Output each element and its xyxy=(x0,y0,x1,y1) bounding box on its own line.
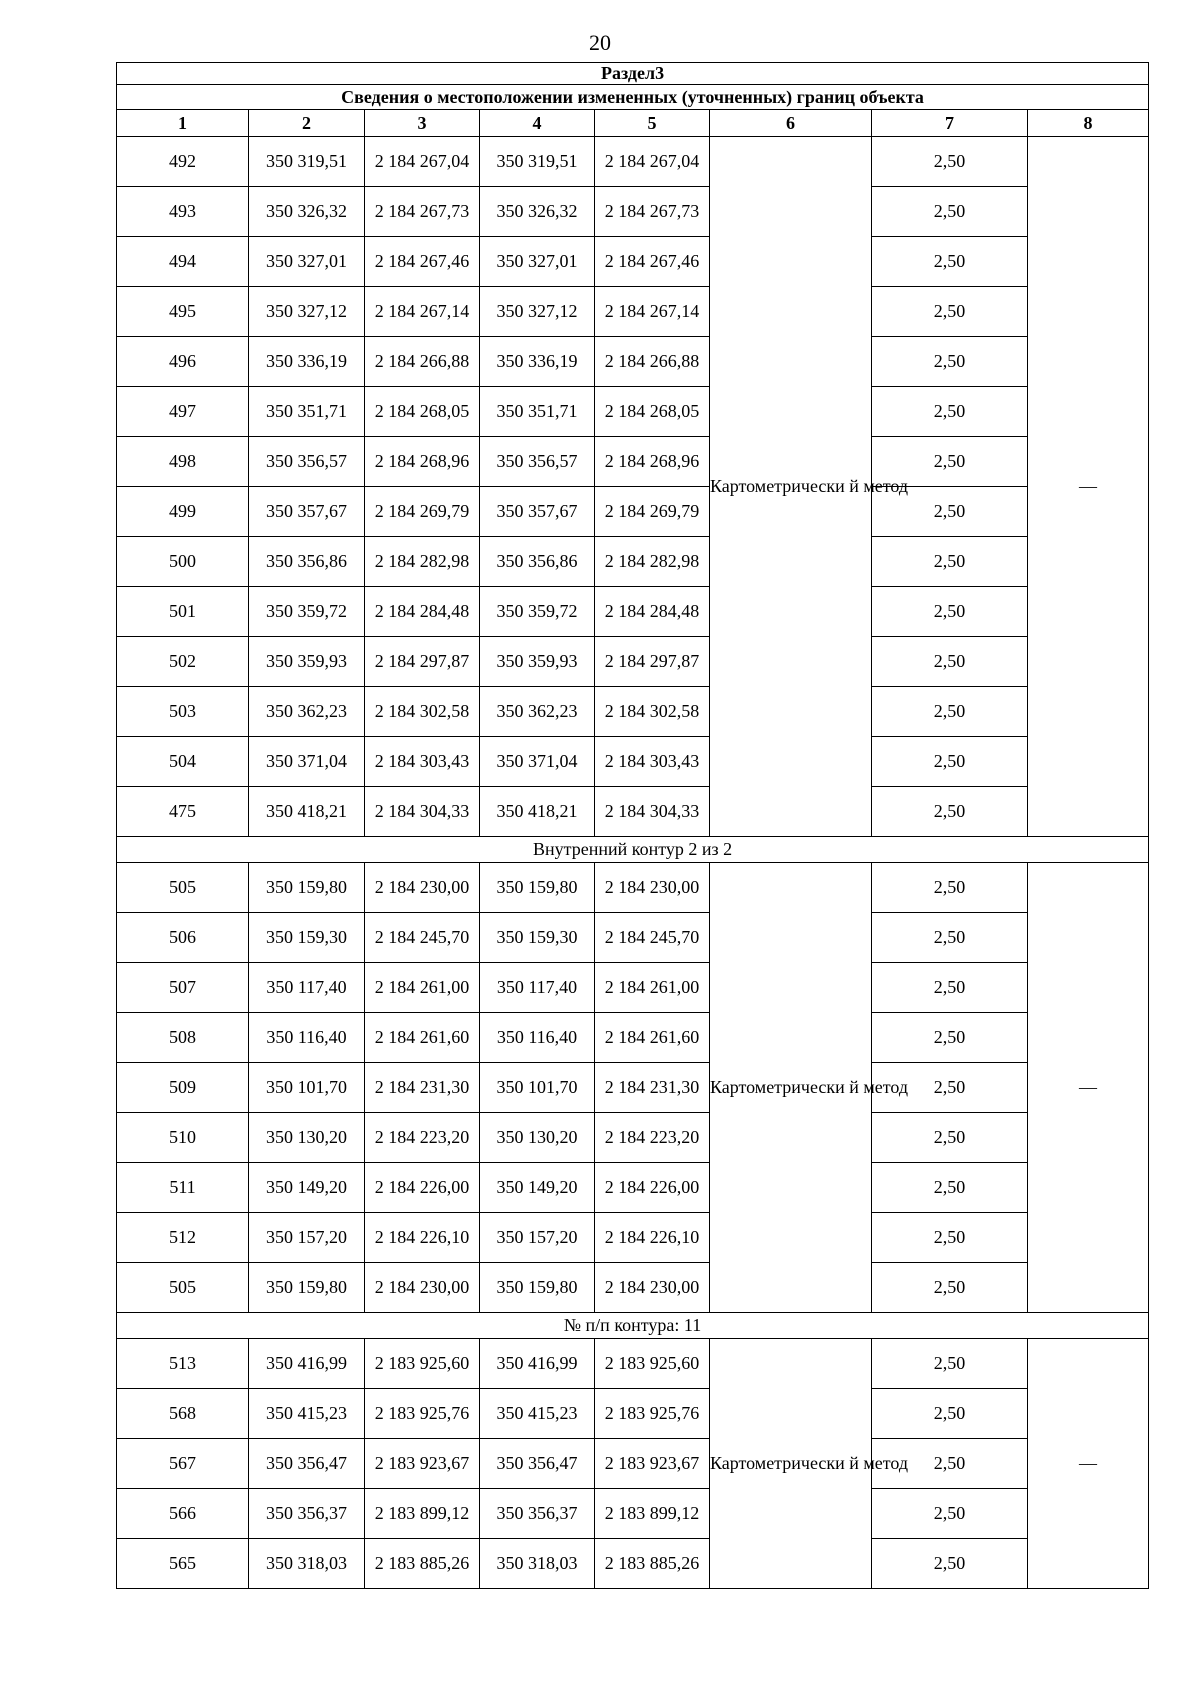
y-coordinate-new: 2 184 261,60 xyxy=(595,1013,710,1063)
accuracy-value: 2,50 xyxy=(872,1539,1028,1589)
point-number: 509 xyxy=(117,1063,249,1113)
point-number: 507 xyxy=(117,963,249,1013)
x-coordinate: 350 356,37 xyxy=(249,1489,365,1539)
x-coordinate: 350 159,80 xyxy=(249,1263,365,1313)
table-row xyxy=(117,1063,1149,1113)
method-cell: Картометрически й метод xyxy=(710,863,872,1313)
x-coordinate: 350 101,70 xyxy=(249,1063,365,1113)
point-number: 501 xyxy=(117,587,249,637)
x-coordinate: 350 371,04 xyxy=(249,737,365,787)
accuracy-value: 2,50 xyxy=(872,1113,1028,1163)
point-number: 499 xyxy=(117,487,249,537)
point-number: 503 xyxy=(117,687,249,737)
x-coordinate-new: 350 159,80 xyxy=(480,863,595,913)
x-coordinate: 350 318,03 xyxy=(249,1539,365,1589)
y-coordinate: 2 184 223,20 xyxy=(365,1113,480,1163)
y-coordinate-new: 2 184 267,14 xyxy=(595,287,710,337)
accuracy-value: 2,50 xyxy=(872,1163,1028,1213)
x-coordinate: 350 351,71 xyxy=(249,387,365,437)
table-row xyxy=(117,1389,1149,1439)
method-cell: Картометрически й метод xyxy=(710,137,872,837)
y-coordinate: 2 183 885,26 xyxy=(365,1539,480,1589)
table-row xyxy=(117,687,1149,737)
table-row xyxy=(117,913,1149,963)
accuracy-value: 2,50 xyxy=(872,1339,1028,1389)
y-coordinate: 2 184 266,88 xyxy=(365,337,480,387)
point-number: 511 xyxy=(117,1163,249,1213)
y-coordinate-new: 2 184 261,00 xyxy=(595,963,710,1013)
y-coordinate: 2 184 304,33 xyxy=(365,787,480,837)
point-number: 566 xyxy=(117,1489,249,1539)
point-number: 493 xyxy=(117,187,249,237)
y-coordinate: 2 183 923,67 xyxy=(365,1439,480,1489)
y-coordinate-new: 2 184 266,88 xyxy=(595,337,710,387)
point-number: 498 xyxy=(117,437,249,487)
y-coordinate: 2 184 282,98 xyxy=(365,537,480,587)
column-header: 4 xyxy=(480,110,595,137)
table-row xyxy=(117,737,1149,787)
point-number: 513 xyxy=(117,1339,249,1389)
y-coordinate-new: 2 183 925,60 xyxy=(595,1339,710,1389)
accuracy-value: 2,50 xyxy=(872,1063,1028,1113)
table-row xyxy=(117,1339,1149,1389)
table-row xyxy=(117,637,1149,687)
table-row xyxy=(117,787,1149,837)
x-coordinate-new: 350 116,40 xyxy=(480,1013,595,1063)
y-coordinate-new: 2 184 245,70 xyxy=(595,913,710,963)
page-number: 20 xyxy=(589,30,611,55)
x-coordinate: 350 356,57 xyxy=(249,437,365,487)
accuracy-value: 2,50 xyxy=(872,237,1028,287)
accuracy-value: 2,50 xyxy=(872,737,1028,787)
point-number: 508 xyxy=(117,1013,249,1063)
column-header: 5 xyxy=(595,110,710,137)
accuracy-value: 2,50 xyxy=(872,687,1028,737)
x-coordinate-new: 350 359,72 xyxy=(480,587,595,637)
accuracy-value: 2,50 xyxy=(872,1213,1028,1263)
y-coordinate: 2 184 268,96 xyxy=(365,437,480,487)
y-coordinate: 2 184 284,48 xyxy=(365,587,480,637)
x-coordinate: 350 336,19 xyxy=(249,337,365,387)
x-coordinate-new: 350 159,80 xyxy=(480,1263,595,1313)
column-header: 6 xyxy=(710,110,872,137)
table-row xyxy=(117,537,1149,587)
y-coordinate-new: 2 184 226,00 xyxy=(595,1163,710,1213)
x-coordinate: 350 362,23 xyxy=(249,687,365,737)
y-coordinate-new: 2 184 297,87 xyxy=(595,637,710,687)
table-row xyxy=(117,1013,1149,1063)
x-coordinate-new: 350 356,47 xyxy=(480,1439,595,1489)
y-coordinate-new: 2 184 267,46 xyxy=(595,237,710,287)
x-coordinate: 350 359,93 xyxy=(249,637,365,687)
table-row xyxy=(117,1163,1149,1213)
x-coordinate-new: 350 327,12 xyxy=(480,287,595,337)
x-coordinate-new: 350 157,20 xyxy=(480,1213,595,1263)
point-number: 506 xyxy=(117,913,249,963)
y-coordinate-new: 2 184 268,96 xyxy=(595,437,710,487)
table-row xyxy=(117,587,1149,637)
point-number: 496 xyxy=(117,337,249,387)
x-coordinate: 350 326,32 xyxy=(249,187,365,237)
x-coordinate-new: 350 359,93 xyxy=(480,637,595,687)
y-coordinate-new: 2 184 303,43 xyxy=(595,737,710,787)
column-header: 8 xyxy=(1028,110,1149,137)
table-row xyxy=(117,1489,1149,1539)
point-number: 568 xyxy=(117,1389,249,1439)
point-number: 505 xyxy=(117,1263,249,1313)
table-row xyxy=(117,137,1149,187)
y-coordinate: 2 184 230,00 xyxy=(365,863,480,913)
y-coordinate: 2 184 302,58 xyxy=(365,687,480,737)
method-cell: Картометрически й метод xyxy=(710,1339,872,1589)
y-coordinate-new: 2 183 885,26 xyxy=(595,1539,710,1589)
accuracy-value: 2,50 xyxy=(872,787,1028,837)
point-number: 510 xyxy=(117,1113,249,1163)
x-coordinate: 350 415,23 xyxy=(249,1389,365,1439)
y-coordinate: 2 184 269,79 xyxy=(365,487,480,537)
y-coordinate-new: 2 183 925,76 xyxy=(595,1389,710,1439)
table-row xyxy=(117,387,1149,437)
y-coordinate: 2 184 231,30 xyxy=(365,1063,480,1113)
x-coordinate-new: 350 326,32 xyxy=(480,187,595,237)
note-cell: — xyxy=(1028,863,1149,1313)
accuracy-value: 2,50 xyxy=(872,637,1028,687)
y-coordinate-new: 2 184 267,04 xyxy=(595,137,710,187)
accuracy-value: 2,50 xyxy=(872,137,1028,187)
y-coordinate: 2 184 267,73 xyxy=(365,187,480,237)
contour-label: Внутренний контур 2 из 2 xyxy=(117,837,1149,863)
table-row xyxy=(117,1113,1149,1163)
x-coordinate: 350 319,51 xyxy=(249,137,365,187)
y-coordinate-new: 2 184 282,98 xyxy=(595,537,710,587)
boundary-table xyxy=(116,62,1149,1589)
x-coordinate-new: 350 356,37 xyxy=(480,1489,595,1539)
column-header: 1 xyxy=(117,110,249,137)
y-coordinate-new: 2 184 223,20 xyxy=(595,1113,710,1163)
x-coordinate: 350 327,01 xyxy=(249,237,365,287)
table-row xyxy=(117,337,1149,387)
accuracy-value: 2,50 xyxy=(872,487,1028,537)
x-coordinate: 350 327,12 xyxy=(249,287,365,337)
y-coordinate: 2 183 899,12 xyxy=(365,1489,480,1539)
x-coordinate-new: 350 371,04 xyxy=(480,737,595,787)
x-coordinate: 350 418,21 xyxy=(249,787,365,837)
point-number: 497 xyxy=(117,387,249,437)
x-coordinate: 350 117,40 xyxy=(249,963,365,1013)
x-coordinate: 350 130,20 xyxy=(249,1113,365,1163)
note-cell: — xyxy=(1028,1339,1149,1589)
x-coordinate: 350 356,86 xyxy=(249,537,365,587)
table-row xyxy=(117,1539,1149,1589)
y-coordinate: 2 184 267,14 xyxy=(365,287,480,337)
y-coordinate-new: 2 184 302,58 xyxy=(595,687,710,737)
x-coordinate: 350 116,40 xyxy=(249,1013,365,1063)
x-coordinate-new: 350 362,23 xyxy=(480,687,595,737)
table-title: Сведения о местоположении измененных (уточненных) границ объекта xyxy=(117,85,1149,110)
note-cell: — xyxy=(1028,137,1149,837)
contour-label: № п/п контура: 11 xyxy=(117,1313,1149,1339)
y-coordinate: 2 184 268,05 xyxy=(365,387,480,437)
table-row xyxy=(117,287,1149,337)
point-number: 512 xyxy=(117,1213,249,1263)
x-coordinate-new: 350 318,03 xyxy=(480,1539,595,1589)
y-coordinate: 2 184 297,87 xyxy=(365,637,480,687)
y-coordinate-new: 2 183 899,12 xyxy=(595,1489,710,1539)
point-number: 492 xyxy=(117,137,249,187)
accuracy-value: 2,50 xyxy=(872,963,1028,1013)
accuracy-value: 2,50 xyxy=(872,437,1028,487)
table-row xyxy=(117,237,1149,287)
point-number: 567 xyxy=(117,1439,249,1489)
x-coordinate: 350 416,99 xyxy=(249,1339,365,1389)
accuracy-value: 2,50 xyxy=(872,587,1028,637)
x-coordinate: 350 159,80 xyxy=(249,863,365,913)
column-header-row xyxy=(117,110,1149,137)
x-coordinate-new: 350 356,86 xyxy=(480,537,595,587)
y-coordinate: 2 184 245,70 xyxy=(365,913,480,963)
y-coordinate-new: 2 184 268,05 xyxy=(595,387,710,437)
x-coordinate-new: 350 319,51 xyxy=(480,137,595,187)
table-row xyxy=(117,437,1149,487)
accuracy-value: 2,50 xyxy=(872,1263,1028,1313)
x-coordinate-new: 350 117,40 xyxy=(480,963,595,1013)
point-number: 504 xyxy=(117,737,249,787)
y-coordinate: 2 183 925,60 xyxy=(365,1339,480,1389)
point-number: 502 xyxy=(117,637,249,687)
table-row xyxy=(117,187,1149,237)
contour-label-row xyxy=(117,837,1149,863)
table-row xyxy=(117,1213,1149,1263)
y-coordinate-new: 2 184 284,48 xyxy=(595,587,710,637)
x-coordinate-new: 350 101,70 xyxy=(480,1063,595,1113)
accuracy-value: 2,50 xyxy=(872,387,1028,437)
section-title: Раздел3 xyxy=(117,63,1149,85)
x-coordinate-new: 350 159,30 xyxy=(480,913,595,963)
x-coordinate-new: 350 149,20 xyxy=(480,1163,595,1213)
y-coordinate: 2 184 261,00 xyxy=(365,963,480,1013)
accuracy-value: 2,50 xyxy=(872,1489,1028,1539)
y-coordinate: 2 184 267,04 xyxy=(365,137,480,187)
x-coordinate: 350 157,20 xyxy=(249,1213,365,1263)
x-coordinate: 350 149,20 xyxy=(249,1163,365,1213)
y-coordinate: 2 184 261,60 xyxy=(365,1013,480,1063)
accuracy-value: 2,50 xyxy=(872,863,1028,913)
x-coordinate-new: 350 356,57 xyxy=(480,437,595,487)
y-coordinate: 2 184 303,43 xyxy=(365,737,480,787)
table-row xyxy=(117,1263,1149,1313)
y-coordinate-new: 2 184 231,30 xyxy=(595,1063,710,1113)
accuracy-value: 2,50 xyxy=(872,337,1028,387)
point-number: 494 xyxy=(117,237,249,287)
accuracy-value: 2,50 xyxy=(872,913,1028,963)
x-coordinate: 350 359,72 xyxy=(249,587,365,637)
y-coordinate: 2 183 925,76 xyxy=(365,1389,480,1439)
point-number: 565 xyxy=(117,1539,249,1589)
x-coordinate: 350 159,30 xyxy=(249,913,365,963)
y-coordinate-new: 2 183 923,67 xyxy=(595,1439,710,1489)
y-coordinate: 2 184 226,10 xyxy=(365,1213,480,1263)
x-coordinate-new: 350 416,99 xyxy=(480,1339,595,1389)
accuracy-value: 2,50 xyxy=(872,1013,1028,1063)
x-coordinate-new: 350 327,01 xyxy=(480,237,595,287)
y-coordinate: 2 184 267,46 xyxy=(365,237,480,287)
x-coordinate-new: 350 351,71 xyxy=(480,387,595,437)
column-header: 2 xyxy=(249,110,365,137)
table-row xyxy=(117,487,1149,537)
accuracy-value: 2,50 xyxy=(872,1439,1028,1489)
y-coordinate-new: 2 184 267,73 xyxy=(595,187,710,237)
y-coordinate-new: 2 184 269,79 xyxy=(595,487,710,537)
point-number: 505 xyxy=(117,863,249,913)
x-coordinate-new: 350 418,21 xyxy=(480,787,595,837)
table-row xyxy=(117,963,1149,1013)
point-number: 500 xyxy=(117,537,249,587)
point-number: 475 xyxy=(117,787,249,837)
accuracy-value: 2,50 xyxy=(872,537,1028,587)
x-coordinate: 350 357,67 xyxy=(249,487,365,537)
table-row xyxy=(117,1439,1149,1489)
y-coordinate: 2 184 226,00 xyxy=(365,1163,480,1213)
column-header: 3 xyxy=(365,110,480,137)
accuracy-value: 2,50 xyxy=(872,187,1028,237)
y-coordinate-new: 2 184 226,10 xyxy=(595,1213,710,1263)
y-coordinate-new: 2 184 230,00 xyxy=(595,1263,710,1313)
accuracy-value: 2,50 xyxy=(872,287,1028,337)
y-coordinate-new: 2 184 304,33 xyxy=(595,787,710,837)
x-coordinate-new: 350 415,23 xyxy=(480,1389,595,1439)
contour-label-row xyxy=(117,1313,1149,1339)
accuracy-value: 2,50 xyxy=(872,1389,1028,1439)
column-header: 7 xyxy=(872,110,1028,137)
x-coordinate: 350 356,47 xyxy=(249,1439,365,1489)
y-coordinate: 2 184 230,00 xyxy=(365,1263,480,1313)
y-coordinate-new: 2 184 230,00 xyxy=(595,863,710,913)
x-coordinate-new: 350 357,67 xyxy=(480,487,595,537)
table-row xyxy=(117,863,1149,913)
x-coordinate-new: 350 130,20 xyxy=(480,1113,595,1163)
x-coordinate-new: 350 336,19 xyxy=(480,337,595,387)
point-number: 495 xyxy=(117,287,249,337)
